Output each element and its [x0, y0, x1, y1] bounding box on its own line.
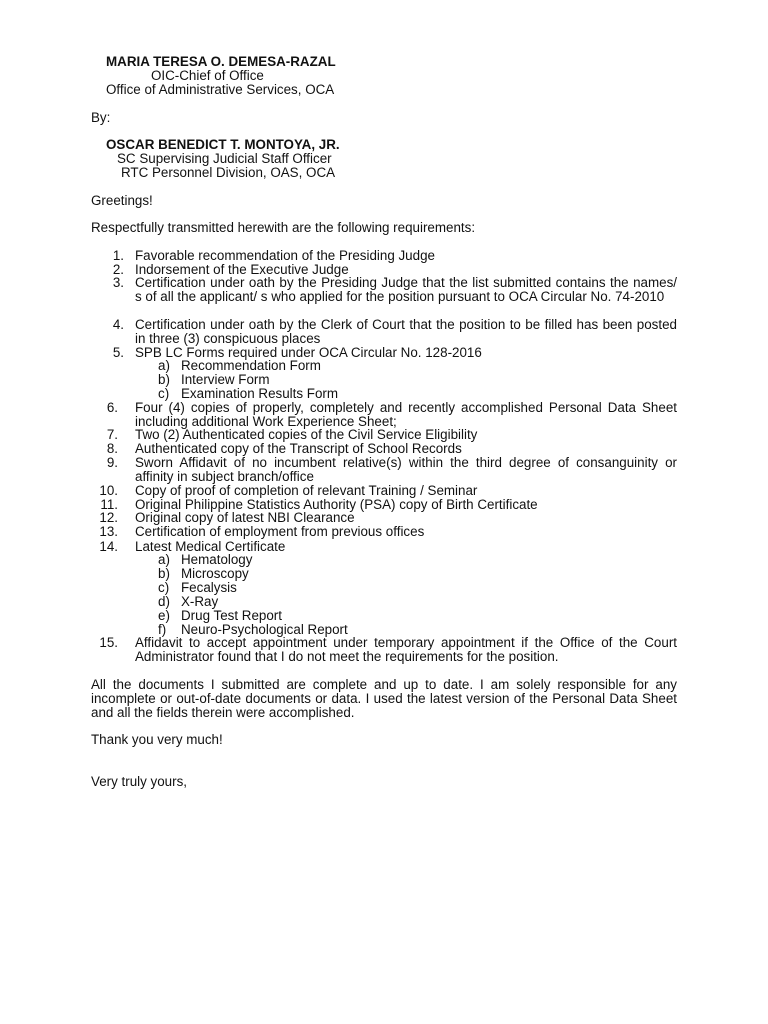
- list-item-text: Original Philippine Statistics Authority (PSA) copy of Birth Certificate: [135, 497, 538, 512]
- list-item-number: 14.: [99, 539, 118, 554]
- list-item-letter: c): [158, 580, 170, 595]
- intro-line: Respectfully transmitted herewith are the following requirements:: [91, 220, 476, 235]
- list-item-number: 1.: [112, 248, 124, 263]
- list-item-letter: a): [158, 552, 170, 567]
- list-item-text: Two (2) Authenticated copies of the Civil Service Eligibility: [135, 427, 478, 442]
- list-item-letter: e): [158, 608, 170, 623]
- list-item-text: X-Ray: [181, 594, 219, 609]
- list-item-text: Fecalysis: [181, 580, 237, 595]
- list-item-number: 11.: [100, 497, 118, 512]
- list-item-text: Hematology: [181, 552, 253, 567]
- list-item-text: Four (4) copies of properly, completely and recently accomplished Personal Data Sheet including additional Work Experience Sheet;: [135, 400, 677, 429]
- list-item-number: 2.: [112, 262, 124, 277]
- list-item-number: 10.: [99, 483, 118, 498]
- list-item-letter: d): [158, 594, 170, 609]
- list-item-number: 4.: [112, 317, 124, 332]
- list-item-text: Microscopy: [181, 566, 249, 581]
- closing-paragraph: All the documents I submitted are complete and up to date. I am solely responsible for any incomplete or out-of-date documents or data. I used the latest version of the Personal Data Sheet and all the fields therein were accomplished.: [91, 677, 677, 720]
- list-item-number: 6.: [106, 400, 118, 415]
- list-item-text: Original copy of latest NBI Clearance: [135, 510, 355, 525]
- greeting: Greetings!: [91, 193, 153, 208]
- addressee-office: Office of Administrative Services, OCA: [106, 82, 335, 97]
- list-item-letter: c): [158, 386, 170, 401]
- through-name: OSCAR BENEDICT T. MONTOYA, JR.: [106, 137, 340, 152]
- list-item-text: Neuro-Psychological Report: [181, 622, 348, 637]
- list-item-text: Recommendation Form: [181, 358, 321, 373]
- list-item-number: 8.: [106, 441, 118, 456]
- thanks-line: Thank you very much!: [91, 732, 223, 747]
- list-item-text: Certification under oath by the Clerk of Court that the position to be filled has been posted in three (3) conspicuous places: [135, 317, 677, 346]
- list-item-number: 3.: [112, 275, 124, 290]
- list-item-number: 13.: [99, 524, 118, 539]
- through-title: SC Supervising Judicial Staff Officer: [117, 151, 332, 166]
- list-item-number: 9.: [106, 455, 118, 470]
- list-item-number: 5.: [112, 345, 124, 360]
- list-item-number: 15.: [99, 635, 118, 650]
- list-item-text: Indorsement of the Executive Judge: [135, 262, 349, 277]
- by-label: By:: [91, 110, 111, 125]
- list-item-number: 7.: [106, 427, 118, 442]
- list-item-text: Sworn Affidavit of no incumbent relative(s) within the third degree of consanguinity or affinity in subject branch/office: [135, 455, 677, 484]
- list-item-text: Certification of employment from previous offices: [135, 524, 425, 539]
- list-item-text: Certification under oath by the Presiding Judge that the list submitted contains the names/ s of all the applicant/ s who applied for the position pursuant to OCA Circular No. 74-2010: [135, 275, 677, 304]
- list-item-text: Interview Form: [181, 372, 270, 387]
- list-item-letter: f): [158, 622, 167, 637]
- signoff-line: Very truly yours,: [91, 774, 187, 789]
- list-item-text: Authenticated copy of the Transcript of School Records: [135, 441, 462, 456]
- list-item-letter: a): [158, 358, 170, 373]
- list-item-text: Favorable recommendation of the Presiding Judge: [135, 248, 435, 263]
- list-item-number: 12.: [99, 510, 118, 525]
- list-item-text: SPB LC Forms required under OCA Circular No. 128-2016: [135, 345, 482, 360]
- addressee-title: OIC-Chief of Office: [151, 68, 264, 83]
- addressee-name: MARIA TERESA O. DEMESA-RAZAL: [106, 54, 336, 69]
- list-item-letter: b): [158, 566, 170, 581]
- list-item-text: Copy of proof of completion of relevant Training / Seminar: [135, 483, 478, 498]
- list-item-text: Latest Medical Certificate: [135, 539, 286, 554]
- list-item-text: Examination Results Form: [181, 386, 339, 401]
- through-office: RTC Personnel Division, OAS, OCA: [121, 165, 336, 180]
- list-item-text: Affidavit to accept appointment under temporary appointment if the Office of the Court Administrator found that I do not meet the requirements for the position.: [135, 635, 677, 664]
- list-item-letter: b): [158, 372, 170, 387]
- list-item-text: Drug Test Report: [181, 608, 282, 623]
